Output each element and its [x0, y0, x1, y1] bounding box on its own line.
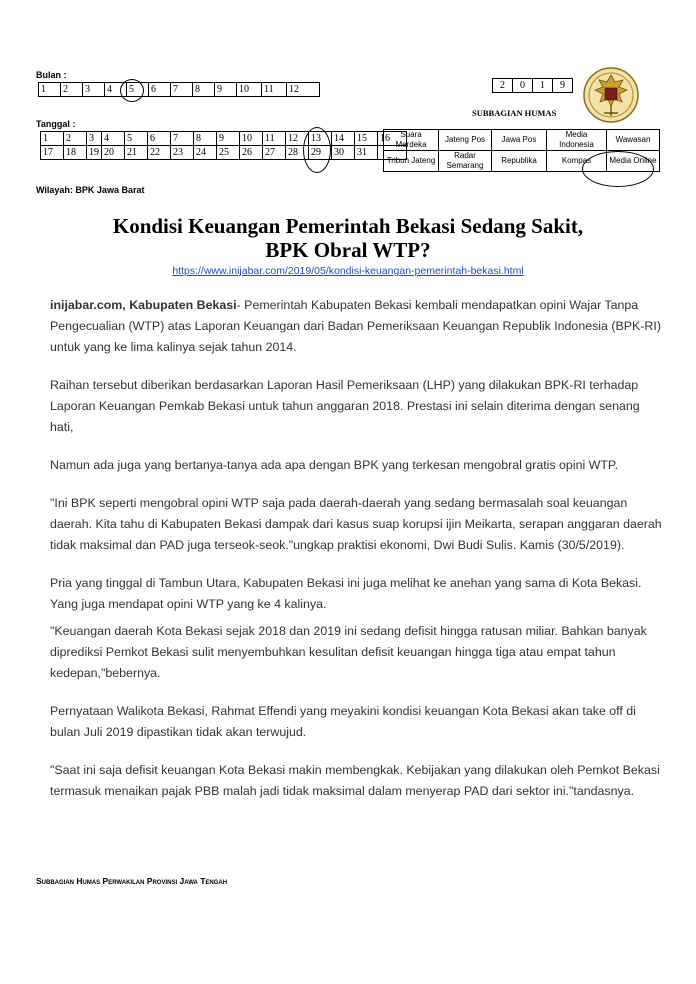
day-cell: 12 — [286, 132, 309, 146]
year-digit: 9 — [553, 79, 573, 93]
media-cell: Suara Merdeka — [384, 130, 439, 151]
day-cell: 25 — [217, 146, 240, 160]
year-digit: 1 — [533, 79, 553, 93]
day-cell: 13 — [309, 132, 332, 146]
media-cell: Kompas — [547, 151, 607, 172]
footer-text: Subbagian Humas Perwakilan Provinsi Jawa Tengah — [36, 876, 228, 886]
paragraph-text: - Pemerintah Kabupaten Bekasi kembali mendapatkan opini Wajar Tanpa Pengecualian (WTP) atas Laporan Keuangan dari Badan Pemeriksaan Keuangan Republik Indonesia (BPK-RI) untuk yang ke lima kalinya sejak tahun 2014. — [50, 298, 661, 354]
day-cell: 21 — [125, 146, 148, 160]
day-cell: 18 — [64, 146, 87, 160]
selected-day-circle — [303, 127, 331, 173]
day-cell: 27 — [263, 146, 286, 160]
month-cell: 8 — [193, 83, 215, 97]
title-line: BPK Obral WTP? — [265, 238, 431, 262]
article-title — [30, 214, 666, 262]
month-cell: 12 — [287, 83, 320, 97]
article-body — [50, 295, 662, 819]
media-cell-selected: Media Online — [607, 151, 660, 172]
day-cell: 4 — [102, 132, 125, 146]
title-line: Kondisi Keuangan Pemerintah Bekasi Sedang Sakit, — [112, 214, 584, 238]
paragraph: Raihan tersebut diberikan berdasarkan Laporan Hasil Pemeriksaan (LHP) yang dilakukan BPK-RI terhadap Laporan Keuangan Pemkab Bekasi untuk tahun anggaran 2018. Prestasi ini selain diterima dengan senang hati, — [50, 378, 640, 434]
month-cell: 2 — [61, 83, 83, 97]
day-cell: 26 — [240, 146, 263, 160]
month-cell: 3 — [83, 83, 105, 97]
month-cell: 1 — [39, 83, 61, 97]
month-cell: 9 — [215, 83, 237, 97]
day-cell: 9 — [217, 132, 240, 146]
media-cell: Republika — [492, 151, 547, 172]
month-table — [38, 82, 320, 97]
media-cell: Jawa Pos — [492, 130, 547, 151]
day-cell: 5 — [125, 132, 148, 146]
day-cell: 10 — [240, 132, 263, 146]
day-cell: 28 — [286, 146, 309, 160]
day-cell: 2 — [64, 132, 87, 146]
garuda-emblem-icon — [578, 66, 644, 124]
day-cell-selected: 30 — [332, 146, 355, 160]
tanggal-label: Tanggal : — [36, 119, 76, 129]
unit-label: SUBBAGIAN HUMAS — [472, 108, 557, 118]
paragraph: Pernyataan Walikota Bekasi, Rahmat Effendi yang meyakini kondisi keuangan Kota Bekasi akan take off di bulan Juli 2019 dipastikan tidak akan terwujud. — [50, 704, 636, 739]
day-table — [40, 131, 407, 160]
day-cell: 16 — [378, 132, 407, 146]
month-cell: 10 — [237, 83, 262, 97]
day-cell: 15 — [355, 132, 378, 146]
media-cell: Tribun Jateng — [384, 151, 439, 172]
article-url[interactable]: https://www.inijabar.com/2019/05/kondisi-keuangan-pemerintah-bekasi.html — [172, 265, 524, 277]
day-cell: 3 — [87, 132, 102, 146]
media-cell: Radar Semarang — [439, 151, 492, 172]
year-table — [492, 78, 573, 93]
day-cell: 29 — [309, 146, 332, 160]
wilayah-label: Wilayah: BPK Jawa Barat — [36, 185, 145, 195]
paragraph: Pria yang tinggal di Tambun Utara, Kabupaten Bekasi ini juga melihat ke anehan yang sama di Kota Bekasi. Yang juga mendapat opini WTP yang ke 4 kalinya. — [50, 576, 642, 611]
day-cell: 19 — [87, 146, 102, 160]
year-digit: 2 — [493, 79, 513, 93]
media-cell: Jateng Pos — [439, 130, 492, 151]
month-cell: 11 — [262, 83, 287, 97]
month-cell: 4 — [105, 83, 127, 97]
paragraph: "Saat ini saja defisit keuangan Kota Bekasi makin membengkak. Kebijakan yang dilakukan oleh Pemkot Bekasi termasuk menaikan pajak PBB malah jadi tidak maksimal dalam menyerap PAD dari sektor ini."tandasnya. — [50, 763, 660, 798]
year-digit: 0 — [513, 79, 533, 93]
month-cell: 6 — [149, 83, 171, 97]
paragraph — [50, 295, 662, 358]
paragraph: Namun ada juga yang bertanya-tanya ada apa dengan BPK yang terkesan mengobral gratis opini WTP. — [50, 458, 619, 472]
day-cell: 7 — [171, 132, 194, 146]
day-cell: 31 — [355, 146, 378, 160]
day-cell: 6 — [148, 132, 171, 146]
day-cell: 22 — [148, 146, 171, 160]
bulan-label: Bulan : — [36, 70, 67, 80]
day-cell: 23 — [171, 146, 194, 160]
lead-source: inijabar.com, Kabupaten Bekasi — [50, 298, 237, 312]
day-cell: 14 — [332, 132, 355, 146]
paragraph: "Ini BPK seperti mengobral opini WTP saja pada daerah-daerah yang sedang bermasalah soal keuangan daerah. Kita tahu di Kabupaten Bekasi dampak dari kasus suap korupsi ijin Meikarta, serapan anggaran daerah tidak maksimal dan PAD juga terseok-seok."ungkap praktisi ekonomi, Dwi Budi Sulis. Kamis (30/5/2019). — [50, 496, 662, 552]
day-cell: 24 — [194, 146, 217, 160]
day-cell: 1 — [41, 132, 64, 146]
month-cell-selected: 5 — [127, 83, 149, 97]
media-cell: Wawasan — [607, 130, 660, 151]
selected-month-circle — [120, 79, 144, 102]
day-cell: 11 — [263, 132, 286, 146]
selected-media-circle — [582, 151, 654, 187]
day-cell: 17 — [41, 146, 64, 160]
month-cell: 7 — [171, 83, 193, 97]
paragraph: "Keuangan daerah Kota Bekasi sejak 2018 dan 2019 ini sedang defisit hingga ratusan miliar. Bahkan banyak diprediksi Pemkot Bekasi sulit menyembuhkan kesulitan defisit keuangan hingga tiga atau empat tahun kedepan,"bebernya. — [50, 624, 647, 680]
day-cell: 8 — [194, 132, 217, 146]
day-cell: 20 — [102, 146, 125, 160]
media-cell: Media Indonesia — [547, 130, 607, 151]
